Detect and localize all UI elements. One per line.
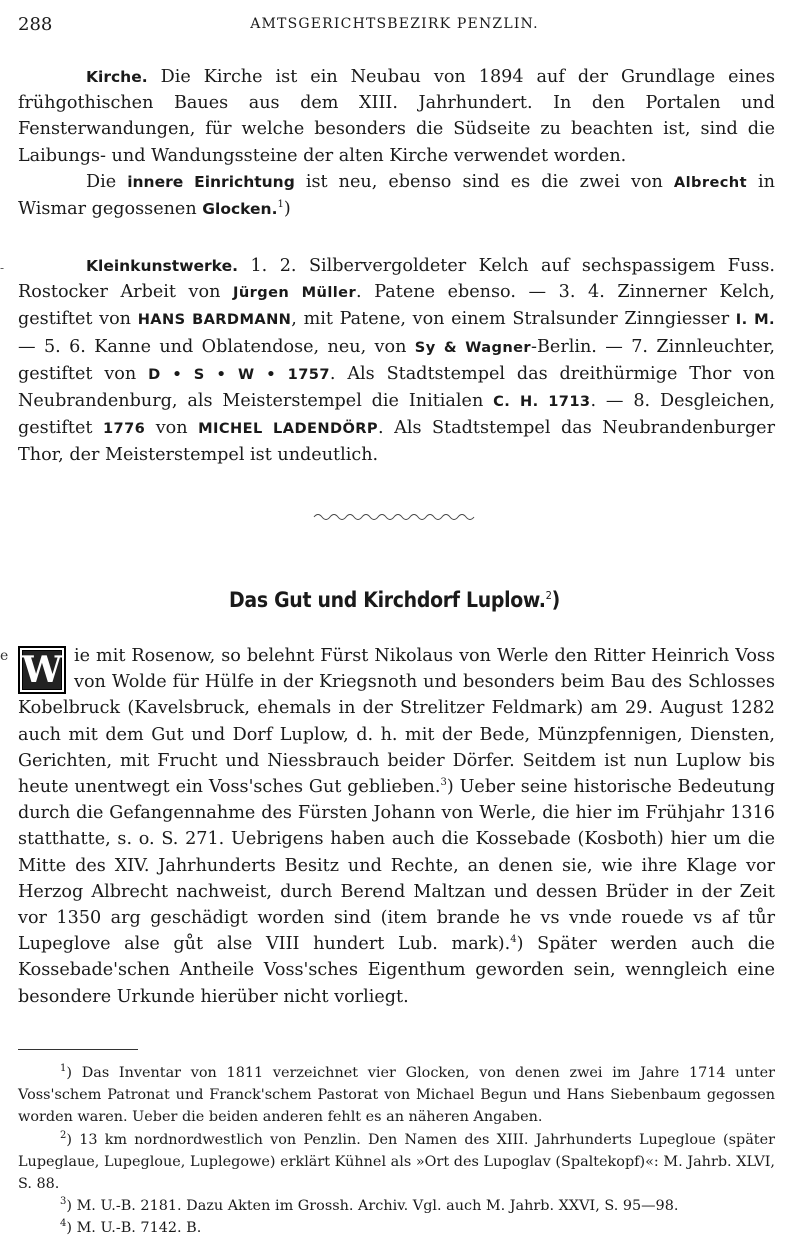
- text-segment: 1. 2. Silbervergoldeter Kelch auf sechspassigem Fuss. Rostocker Arbeit von: [18, 256, 775, 303]
- maker-name: Jürgen Müller: [233, 284, 357, 302]
- paragraph-kleinkunstwerke: [18, 253, 775, 469]
- section-heading: [0, 588, 789, 612]
- page-number: 288: [18, 14, 53, 35]
- paragraph-einrichtung: [18, 169, 775, 222]
- text-segment: -Berlin. — 7. Zinnleuchter, gestiftet von: [18, 336, 776, 384]
- footnote-rule: [18, 1049, 138, 1050]
- label-kirche: Kirche.: [86, 68, 148, 86]
- master-initials: C. H. 1713: [493, 393, 591, 411]
- dropcap-initial: W: [18, 646, 66, 694]
- footnote-ref: 3: [440, 777, 447, 789]
- text-segment: ): [551, 588, 560, 612]
- section-kleinkunstwerke: [18, 253, 775, 469]
- text-segment: . Als Stadtstempel das dreithürmige Thor von Neubrandenburg, als Meisterstempel die Initialen: [18, 363, 776, 412]
- footnote-1: [18, 1062, 775, 1129]
- footnote-ref: 1: [277, 199, 284, 211]
- footnote-number: 4: [60, 1218, 67, 1230]
- footnote-ref: 2: [545, 589, 552, 602]
- footnote-3: [18, 1195, 775, 1217]
- text-segment: Die: [86, 171, 128, 192]
- footnote-ref: 4: [510, 934, 517, 946]
- text-segment: von: [145, 418, 199, 439]
- paragraph-kirche: [18, 64, 775, 169]
- footnote-4: [18, 1217, 775, 1239]
- donor-name: HANS BARDMANN: [137, 311, 292, 329]
- ornament-divider: [312, 510, 477, 524]
- text-segment: . Als Stadtstempel das Neubrandenburger Thor, der Meisterstempel ist undeutlich.: [18, 418, 775, 466]
- text-segment: ) Später werden auch die Kossebade'schen Antheile Voss'sches Eigenthum geworden sein, wenngleich eine besondere Urkunde hierüber nicht vorliegt.: [18, 934, 775, 1007]
- heading-title: Das Gut und Kirchdorf Luplow.: [229, 588, 546, 612]
- running-title: AMTSGERICHTSBEZIRK PENZLIN.: [250, 16, 539, 32]
- maker-firm: Sy & Wagner: [414, 338, 532, 356]
- text-segment: — 5. 6. Kanne und Oblatendose, neu, von: [18, 336, 415, 357]
- text-segment: . — 8. Desgleichen, gestiftet: [18, 391, 775, 439]
- footnote-number: 2: [60, 1129, 67, 1141]
- footnotes: [18, 1062, 775, 1240]
- text-segment: ist neu, ebenso sind es die zwei von: [294, 171, 674, 192]
- year: 1776: [102, 420, 146, 438]
- paragraph-luplow: [18, 643, 775, 1010]
- section-luplow: [18, 643, 775, 1010]
- margin-mark: e: [0, 648, 9, 664]
- text-segment: , mit Patene, von einem Stralsunder Zinngiesser: [291, 309, 736, 330]
- name-albrecht: Albrecht: [673, 173, 747, 191]
- footnote-text: ) M. U.-B. 2181. Dazu Akten im Grossh. Archiv. Vgl. auch M. Jahrb. XXVI, S. 95—98.: [66, 1198, 679, 1215]
- footnote-text: ) M. U.-B. 7142. B.: [66, 1220, 202, 1237]
- footnote-number: 1: [60, 1063, 67, 1075]
- text-segment: ): [283, 199, 291, 220]
- margin-mark: -: [0, 261, 5, 275]
- section-kirche: [18, 64, 775, 222]
- text-kirche: Die Kirche ist ein Neubau von 1894 auf der Grundlage eines frühgothischen Baues aus dem XIII. Jahrhundert. In den Portalen und Fensterwandungen, für welche besonders die Südseite zu beachten ist, sind die Laibungs- und Wandungssteine der alten Kirche verwendet worden.: [18, 67, 775, 166]
- running-head: [18, 14, 771, 38]
- term-innere-einrichtung: innere Einrichtung: [127, 172, 295, 191]
- footnote-number: 3: [60, 1196, 67, 1208]
- text-segment: in Wismar gegossenen: [18, 171, 775, 220]
- text-segment: ie mit Rosenow, so belehnt Fürst Nikolaus von Werle den Ritter Heinrich Voss von Wolde für Hülfe in der Kriegsnoth und besonders beim Bau des Schlosses Kobelbruck (Kavelsbruck, ehemals in der Strelitzer Feldmark) am 29. August 1282 auch mit dem Gut und Dorf Luplow, d. h. mit der Bede, Münzpfennigen, Diensten, Gerichten, mit Frucht und Niessbrauch beider Dörfer. Seitdem ist nun Luplow bis heute unentwegt ein Voss'sches Gut geblieben.: [18, 646, 775, 798]
- maker-initials: I. M.: [735, 311, 775, 329]
- label-kleinkunstwerke: Kleinkunstwerke.: [86, 257, 238, 275]
- inscription: D • S • W • 1757: [148, 365, 330, 383]
- footnote-text: ) Das Inventar von 1811 verzeichnet vier Glocken, von denen zwei im Jahre 1714 unter Voss'schem Patronat und Franck'schem Pastorat von Michael Begun und Hans Siebenbaum gegossen worden waren. Ueber die beiden anderen fehlt es an näheren Angaben.: [18, 1065, 775, 1126]
- text-segment: ) Ueber seine historische Bedeutung durch die Gefangennahme des Fürsten Johann von Werle, die hier im Frühjahr 1316 statthatte, s. o. S. 271. Uebrigens haben auch die Kossebade (Kosboth) hier um die Mitte des XIV. Jahrhunderts Besitz und Rechte, an denen sie, wie ihre Klage vor Herzog Albrecht nachweist, durch Berend Maltzan und dessen Brüder in der Zeit vor 1350 arg geschädigt worden sind (item brande he vs vnde rouede vs af tůr Lupeglove alse gůt alse VIII hundert Lub. mark).: [18, 777, 775, 955]
- term-glocken: Glocken.: [202, 200, 278, 219]
- footnote-text: ) 13 km nordnordwestlich von Penzlin. Den Namen des XIII. Jahrhunderts Lupegloue (später Lupeglaue, Lupegloue, Luplegowe) erklärt Kühnel als »Ort des Lupoglav (Spaltekopf)«: M. Jahrb. XLVI, S. 88.: [18, 1131, 775, 1193]
- footnote-2: [18, 1129, 775, 1196]
- text-segment: . Patene ebenso. — 3. 4. Zinnerner Kelch, gestiftet von: [18, 282, 776, 330]
- donor-name: MICHEL LADENDÖRP: [198, 420, 379, 438]
